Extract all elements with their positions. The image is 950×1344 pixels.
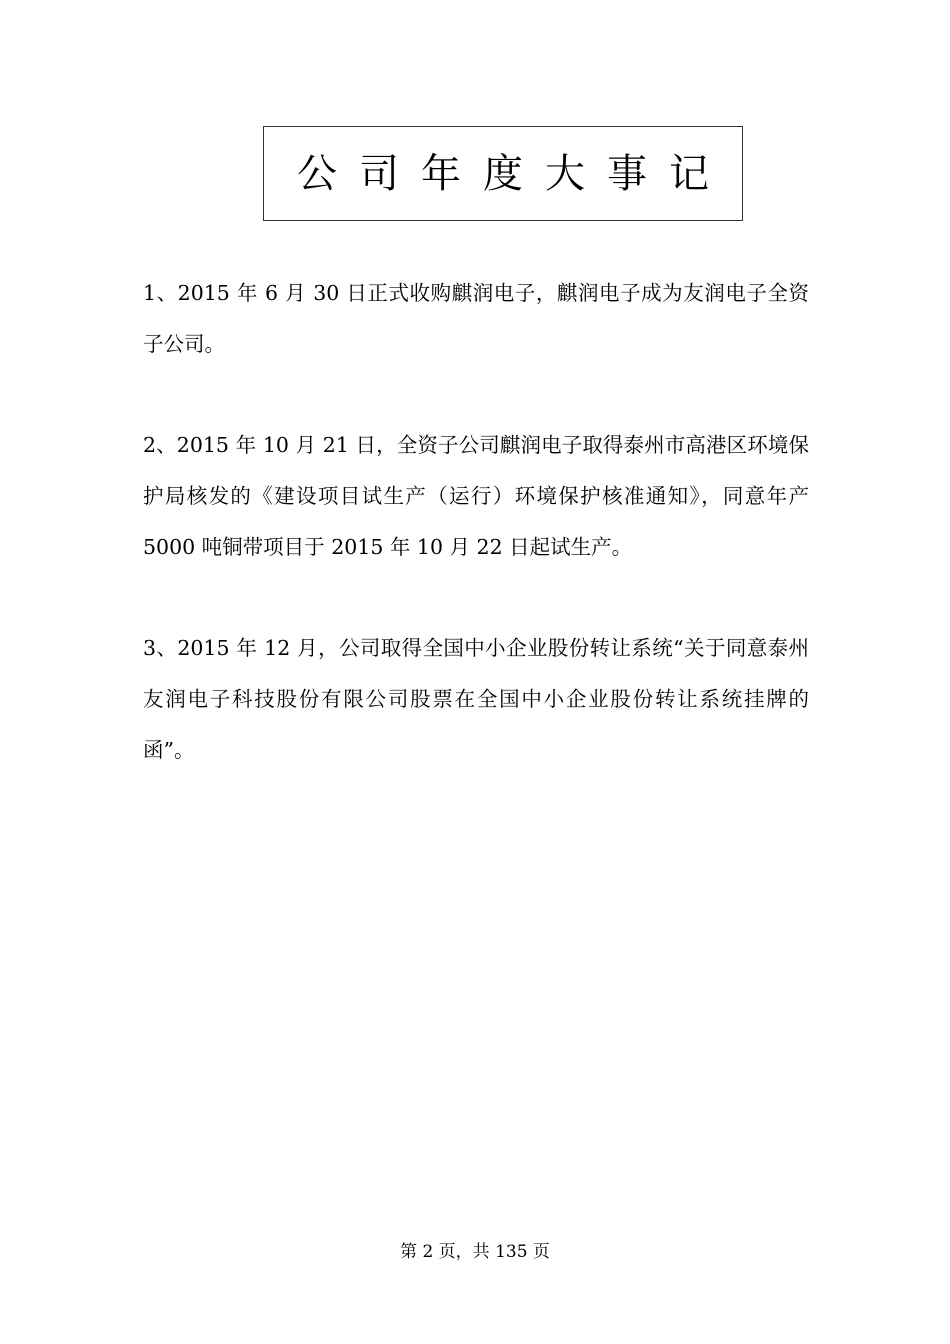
- event-item-3: 3、2015 年 12 月，公司取得全国中小企业股份转让系统“关于同意泰州友润电子科技股份有限公司股票在全国中小企业股份转让系统挂牌的函”。: [143, 636, 809, 762]
- title-box: [263, 126, 743, 221]
- event-item-1: 1、2015 年 6 月 30 日正式收购麒润电子，麒润电子成为友润电子全资子公司。: [143, 281, 809, 356]
- event-list: [143, 268, 809, 826]
- page-footer: 第 2 页，共 135 页: [400, 1242, 550, 1262]
- document-title: 公司年度大事记: [297, 150, 731, 197]
- event-item-2: 2、2015 年 10 月 21 日，全资子公司麒润电子取得泰州市高港区环境保护局核发的《建设项目试生产（运行）环境保护核准通知》，同意年产 5000 吨铜带项目于 2015 年 10 月 22 日起试生产。: [143, 433, 809, 559]
